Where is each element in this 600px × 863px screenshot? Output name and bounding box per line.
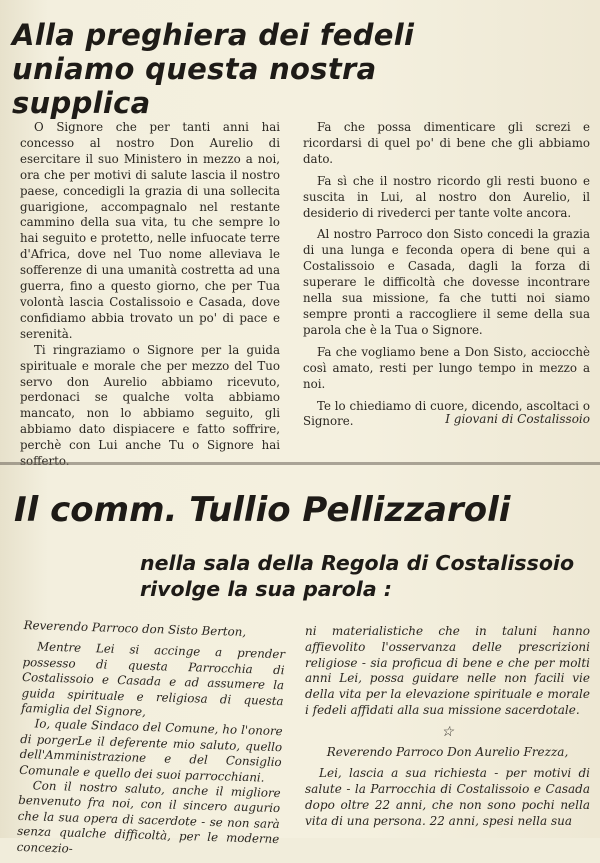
paragraph: Te lo chiediamo di cuore, dicendo, ascoltaci o Signore. — [303, 398, 590, 429]
paragraph: Mentre Lei si accinge a prender possesso di questa Parrocchia di Costalissoio e Casada e ad assumere la guida spirituale e religiosa di questa famiglia del Signore, — [20, 639, 286, 719]
title-line-2: uniamo questa nostra supplica — [12, 52, 377, 120]
paragraph: Ti ringraziamo o Signore per la guida spirituale e morale che per mezzo del Tuo servo don Aurelio abbiamo ricevuto, perdonaci se qualche volta abbiamo mancato, non lo abbiamo seguito, gli abbiamo dato dispiacere e fatto soffrire, perchè con Lui anche Tu o Signore hai — [20, 342, 280, 453]
paragraph: Con il nostro saluto, anche il migliore benvenuto fra noi, con il sincero augurio che la sua opera di sacerdote - se non sarà senza qualche difficoltà, per le moderne concezio- — [16, 778, 281, 856]
paragraph: ni materialistiche che in taluni hanno affievolito l'osservanza delle prescrizioni religiose - sia proficua di bene e che per molti anni Lei, possa guidare nelle non facili vie della vita per la elevazione spirituale e morale i fedeli affidati alla sua missione sacerdotale. — [305, 624, 590, 717]
article-subtitle — [140, 550, 590, 602]
speech-column-right — [305, 624, 590, 830]
star-icon: ☆ — [441, 723, 454, 740]
prayer-column-right — [303, 120, 590, 436]
paragraph: Fa che possa dimenticare gli screzi e ricordarsi di quel po' di bene che gli abbiamo dato. — [303, 120, 590, 166]
subtitle-line-2: rivolge la sua parola : — [140, 577, 392, 601]
article-title — [12, 18, 492, 120]
prayer-column-left — [20, 120, 280, 470]
paragraph: O Signore che per tanti anni hai concesso al nostro Don Aurelio di esercitare il suo Ministero in mezzo a noi, ora che per motivi di salute lascia il nostro paese, concedigli la grazia di una sollecita guarigione, accompagnalo nel restante cammino della sua vita, tu che sempre lo hai seguito e protetto, nelle infuocate terre d'Africa, dove nel Tuo nome alleviava le sofferenze di una umanità costretta ad una guerra, fino a questo giorno, che per Tua volontà lascia Costalissoio e Casada, dove confidiamo abbia trovato un po' di pace e serenità. — [20, 120, 280, 341]
paragraph: Lei, lascia a sua richiesta - per motivi di salute - la Parrocchia di Costalissoio e Casada dopo oltre 22 anni, che non sono pochi nella vita di una persona. 22 anni, spesi nella sua — [305, 766, 590, 828]
section-divider — [0, 462, 600, 465]
paragraph: Io, quale Sindaco del Comune, ho l'onore di porgerLe il deferente mio saluto, quello dell'Amministrazione e del Consiglio Comunale e quello dei suoi parrocchiani. — [19, 716, 283, 785]
paragraph: Al nostro Parroco don Sisto concedi la grazia di una lunga e feconda opera di bene qui a Costalissoio e Casada, dagli la forza di superare le difficoltà che dovesse incontrare nella sua missione, fa che tutti noi siamo sempre pronti a raccogliere il seme della sua parola che è la Tua o Signore. — [303, 227, 590, 337]
article-title: Il comm. Tullio Pellizzaroli — [14, 490, 511, 530]
subtitle-line-1: nella sala della Regola di Costalissoio — [140, 551, 575, 575]
paragraph: Fa sì che il nostro ricordo gli resti buono e suscita in Lui, al nostro don Aurelio, il desiderio di rivederci per tante volte ancora. — [303, 173, 590, 220]
title-line-1: Alla preghiera dei fedeli — [12, 18, 415, 52]
paragraph: Fa che vogliamo bene a Don Sisto, acciocchè così amato, resti per lungo tempo in mezzo a noi. — [303, 344, 590, 391]
salutation: Reverendo Parroco don Sisto Berton, — [23, 618, 247, 639]
salutation: Reverendo Parroco Don Aurelio Frezza, — [326, 744, 569, 759]
signature: I giovani di Costalissoio — [445, 412, 590, 426]
speech-column-left — [17, 618, 286, 863]
